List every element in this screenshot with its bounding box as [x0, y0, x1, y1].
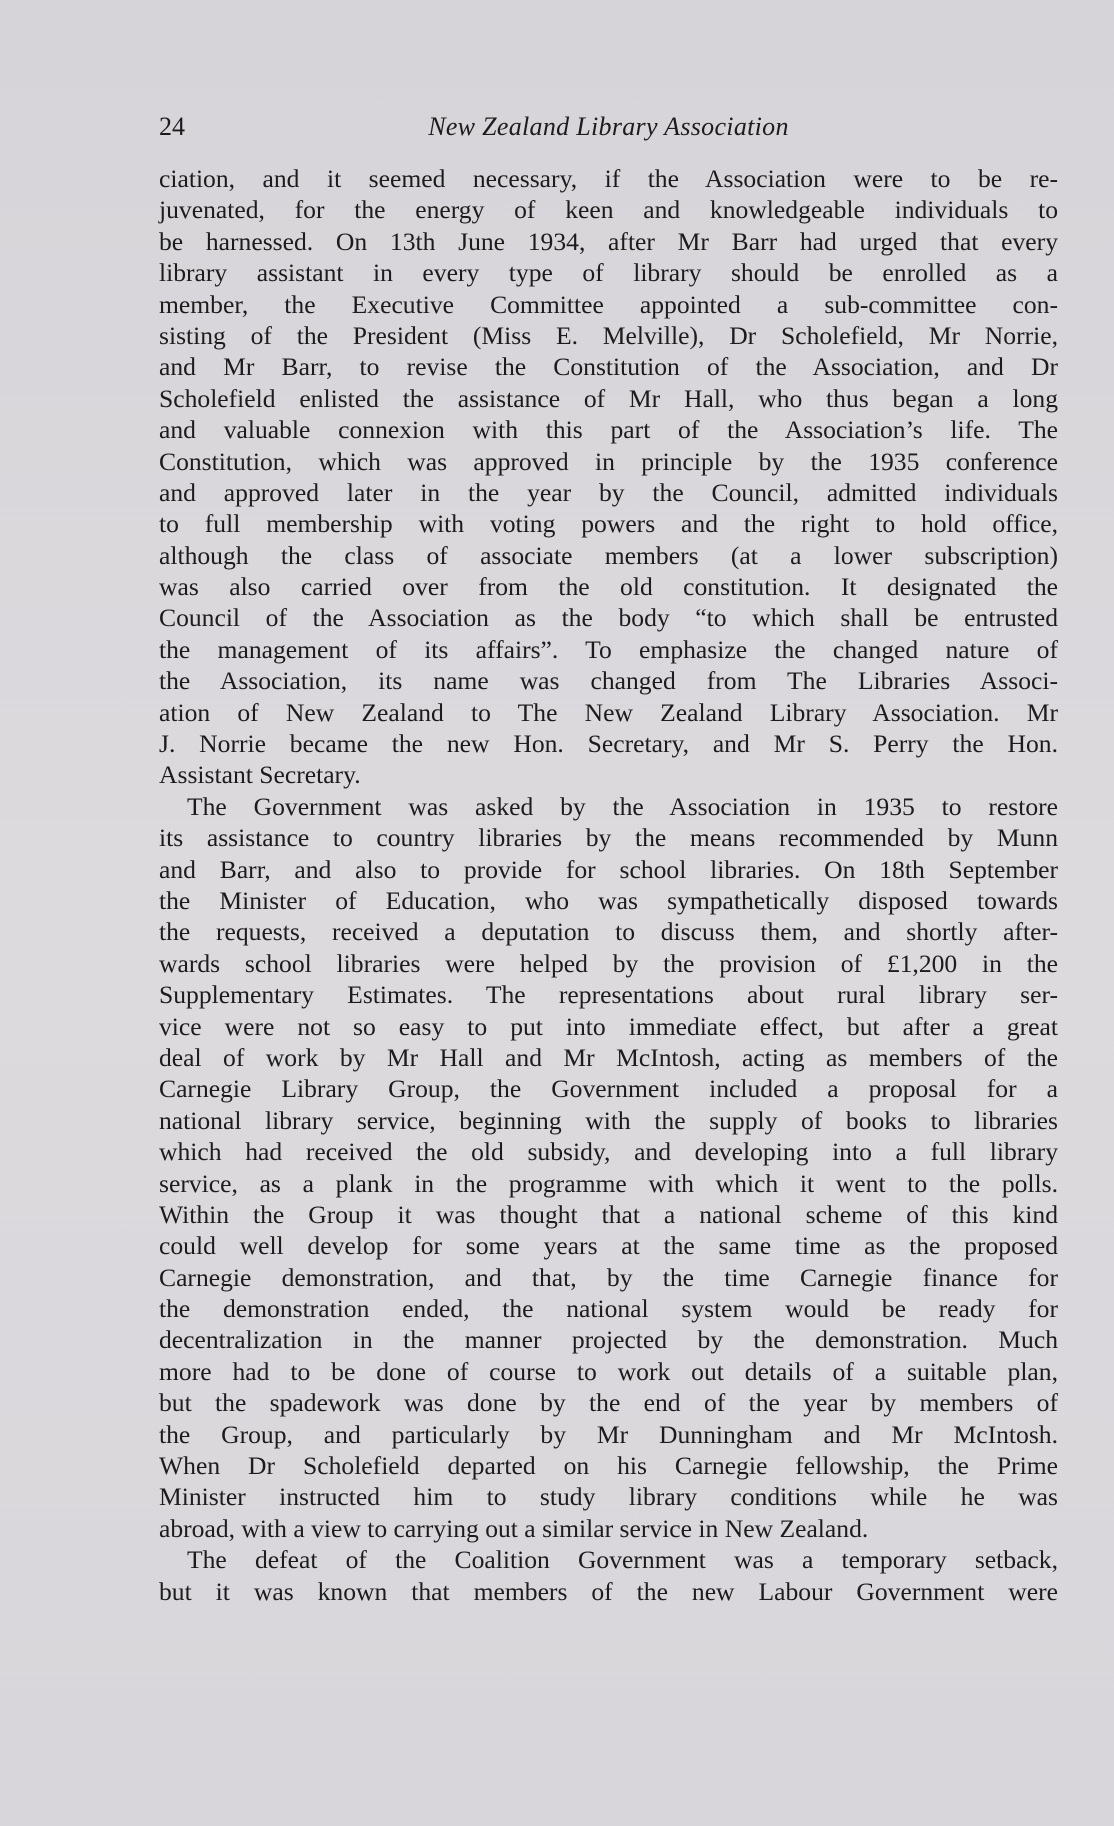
text-line: more had to be done of course to work out details of a suitable plan,: [159, 1356, 1058, 1386]
text-line: abroad, with a view to carrying out a similar service in New Zealand.: [159, 1513, 869, 1543]
text-line: Carnegie Library Group, the Government included a proposal for a: [159, 1074, 1058, 1104]
text-line: service, as a plank in the programme with which it went to the polls.: [159, 1168, 1058, 1198]
text-line: was also carried over from the old constitution. It designated the: [159, 572, 1058, 602]
running-title: New Zealand Library Association: [428, 112, 789, 141]
text-line: ciation, and it seemed necessary, if the Association were to be re-: [159, 164, 1058, 193]
paragraph: [159, 163, 1058, 791]
text-line: and approved later in the year by the Council, admitted individuals: [159, 477, 1058, 507]
text-line: Constitution, which was approved in principle by the 1935 conference: [159, 446, 1058, 476]
text-line: Council of the Association as the body “to which shall be entrusted: [159, 603, 1058, 633]
text-line: Minister instructed him to study library conditions while he was: [159, 1482, 1058, 1512]
text-line: and Barr, and also to provide for school libraries. On 18th September: [159, 854, 1058, 884]
text-line: When Dr Scholefield departed on his Carnegie fellowship, the Prime: [159, 1451, 1058, 1481]
text-line: the management of its affairs”. To emphasize the changed nature of: [159, 634, 1058, 664]
text-line: library assistant in every type of library should be enrolled as a: [159, 258, 1058, 288]
body-text: [159, 163, 1058, 1607]
text-line: the Association, its name was changed from The Libraries Associ-: [159, 666, 1058, 696]
text-line: could well develop for some years at the same time as the proposed: [159, 1231, 1058, 1261]
text-line: to full membership with voting powers and the right to hold office,: [159, 509, 1058, 539]
text-line: which had received the old subsidy, and developing into a full library: [159, 1137, 1058, 1167]
text-line: deal of work by Mr Hall and Mr McIntosh, acting as members of the: [159, 1042, 1058, 1072]
text-line: ation of New Zealand to The New Zealand Library Association. Mr: [159, 697, 1058, 727]
text-line: wards school libraries were helped by the provision of £1,200 in the: [159, 948, 1058, 978]
page-header: [159, 112, 1058, 152]
text-line: Carnegie demonstration, and that, by the time Carnegie finance for: [159, 1262, 1058, 1292]
text-line: its assistance to country libraries by the means recommended by Munn: [159, 823, 1058, 853]
text-line: J. Norrie became the new Hon. Secretary, and Mr S. Perry the Hon.: [159, 729, 1058, 759]
paragraph: [159, 1544, 1058, 1607]
text-line: member, the Executive Committee appointed a sub-committee con-: [159, 289, 1058, 319]
text-line: Supplementary Estimates. The representations about rural library ser-: [159, 980, 1058, 1010]
text-line: Within the Group it was thought that a national scheme of this kind: [159, 1199, 1058, 1229]
text-line: Assistant Secretary.: [159, 760, 361, 790]
text-line: sisting of the President (Miss E. Melville), Dr Scholefield, Mr Norrie,: [159, 320, 1058, 350]
page-number: 24: [159, 112, 185, 141]
text-line: The Government was asked by the Association in 1935 to restore: [187, 791, 1058, 821]
text-line: and Mr Barr, to revise the Constitution of the Association, and Dr: [159, 352, 1058, 382]
paragraph: [159, 791, 1058, 1544]
text-line: vice were not so easy to put into immediate effect, but after a great: [159, 1011, 1058, 1041]
text-line: be harnessed. On 13th June 1934, after Mr Barr had urged that every: [159, 226, 1058, 256]
text-line: juvenated, for the energy of keen and knowledgeable individuals to: [159, 195, 1058, 225]
text-line: but it was known that members of the new Labour Government were: [159, 1576, 1058, 1606]
text-line: although the class of associate members (at a lower subscription): [159, 540, 1058, 570]
text-line: The defeat of the Coalition Government was a temporary setback,: [187, 1545, 1058, 1575]
text-line: but the spadework was done by the end of the year by members of: [159, 1388, 1058, 1418]
text-line: Scholefield enlisted the assistance of Mr Hall, who thus began a long: [159, 383, 1058, 413]
text-line: the demonstration ended, the national system would be ready for: [159, 1294, 1058, 1324]
text-line: and valuable connexion with this part of the Association’s life. The: [159, 415, 1058, 445]
text-line: decentralization in the manner projected by the demonstration. Much: [159, 1325, 1058, 1355]
text-line: the Minister of Education, who was sympathetically disposed towards: [159, 885, 1058, 915]
text-line: national library service, beginning with the supply of books to libraries: [159, 1105, 1058, 1135]
text-line: the requests, received a deputation to discuss them, and shortly after-: [159, 917, 1058, 947]
text-line: the Group, and particularly by Mr Dunningham and Mr McIntosh.: [159, 1419, 1058, 1449]
